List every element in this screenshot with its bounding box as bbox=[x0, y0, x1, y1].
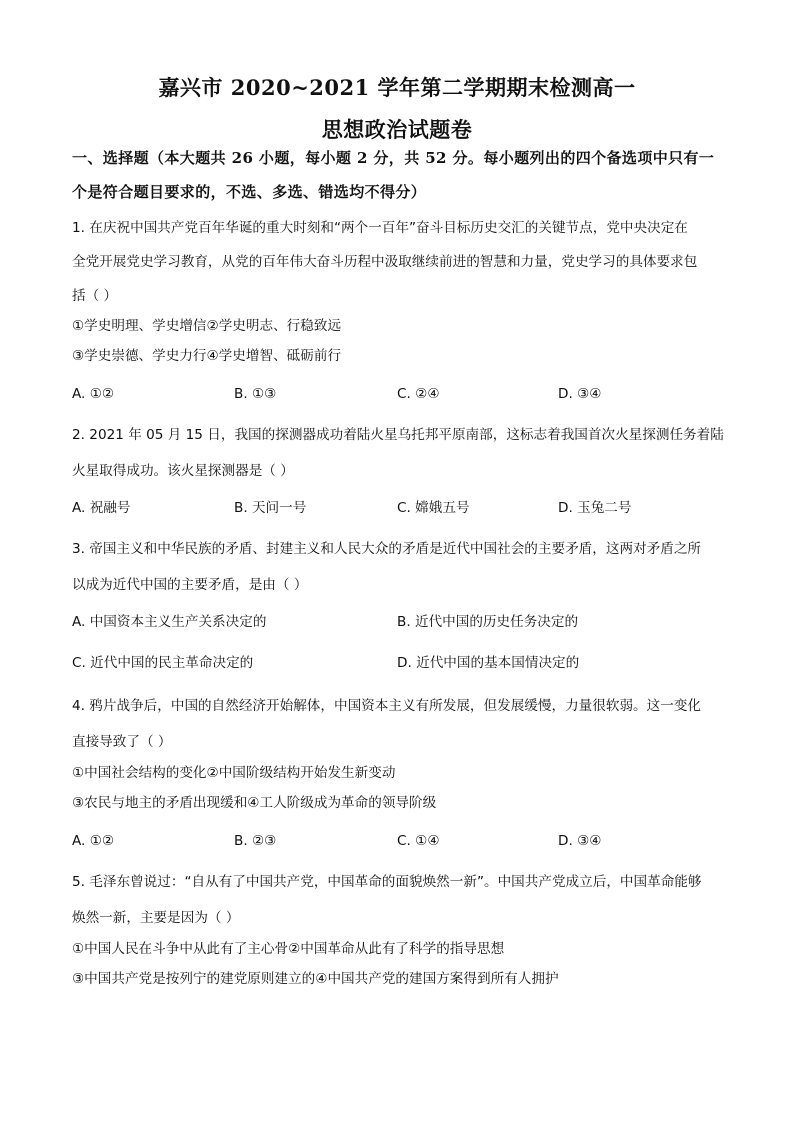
option-b: B. 近代中国的历史任务决定的 bbox=[397, 614, 579, 630]
option-c: C. 嫦娥五号 bbox=[397, 500, 470, 516]
option-b: B. 天问一号 bbox=[234, 500, 307, 516]
question-stem: 4. 鸦片战争后，中国的自然经济开始解体，中国资本主义有所发展，但发展缓慢，力量很软弱。这一变化 bbox=[72, 698, 702, 714]
option-b: B. ①③ bbox=[234, 386, 277, 402]
question-stem: 括（ ） bbox=[72, 288, 118, 304]
section-heading: 一、选择题（本大题共 26 小题，每小题 2 分，共 52 分。每小题列出的四个备选项中只有一 bbox=[72, 149, 715, 167]
question-stem: 2. 2021 年 05 月 15 日，我国的探测器成功着陆火星乌托邦平原南部，这标志着我国首次火星探测任务着陆 bbox=[72, 427, 724, 443]
question-stem: 火星取得成功。该火星探测器是（ ） bbox=[72, 463, 294, 479]
statement-line: ③农民与地主的矛盾出现缓和④工人阶级成为革命的领导阶级 bbox=[72, 795, 437, 811]
option-a: A. 中国资本主义生产关系决定的 bbox=[72, 614, 267, 630]
statement-line: ①中国社会结构的变化②中国阶级结构开始发生新变动 bbox=[72, 765, 396, 781]
option-c: C. ②④ bbox=[397, 386, 440, 402]
statement-line: ③中国共产党是按列宁的建党原则建立的④中国共产党的建国方案得到所有人拥护 bbox=[72, 971, 559, 987]
option-b: B. ②③ bbox=[234, 833, 277, 849]
exam-title: 嘉兴市 2020~2021 学年第二学期期末检测高一 bbox=[158, 75, 636, 100]
question-stem: 直接导致了（ ） bbox=[72, 734, 172, 750]
option-d: D. 近代中国的基本国情决定的 bbox=[397, 655, 580, 671]
statement-line: ③学史崇德、学史力行④学史增智、砥砺前行 bbox=[72, 348, 342, 364]
option-d: D. 玉兔二号 bbox=[558, 500, 632, 516]
statement-line: ①中国人民在斗争中从此有了主心骨②中国革命从此有了科学的指导思想 bbox=[72, 941, 505, 957]
statement-line: ①学史明理、学史增信②学史明志、行稳致远 bbox=[72, 318, 342, 334]
exam-subtitle: 思想政治试题卷 bbox=[321, 117, 473, 142]
question-stem: 全党开展党史学习教育，从党的百年伟大奋斗历程中汲取继续前进的智慧和力量，党史学习的具体要求包 bbox=[72, 254, 698, 270]
option-d: D. ③④ bbox=[558, 833, 602, 849]
section-heading-cont: 个是符合题目要求的，不选、多选、错选均不得分） bbox=[72, 183, 427, 201]
question-stem: 5. 毛泽东曾说过：“自从有了中国共产党，中国革命的面貌焕然一新”。中国共产党成立后，中国革命能够 bbox=[72, 874, 702, 890]
option-a: A. ①② bbox=[72, 386, 115, 402]
option-c: C. ①④ bbox=[397, 833, 440, 849]
option-c: C. 近代中国的民主革命决定的 bbox=[72, 655, 254, 671]
question-stem: 1. 在庆祝中国共产党百年华诞的重大时刻和“两个一百年”奋斗目标历史交汇的关键节点，党中央决定在 bbox=[72, 220, 688, 236]
question-stem: 焕然一新，主要是因为（ ） bbox=[72, 910, 240, 926]
option-d: D. ③④ bbox=[558, 386, 602, 402]
question-stem: 3. 帝国主义和中华民族的矛盾、封建主义和人民大众的矛盾是近代中国社会的主要矛盾，这两对矛盾之所 bbox=[72, 541, 702, 557]
option-a: A. 祝融号 bbox=[72, 500, 131, 516]
question-stem: 以成为近代中国的主要矛盾，是由（ ） bbox=[72, 577, 308, 593]
option-a: A. ①② bbox=[72, 833, 115, 849]
